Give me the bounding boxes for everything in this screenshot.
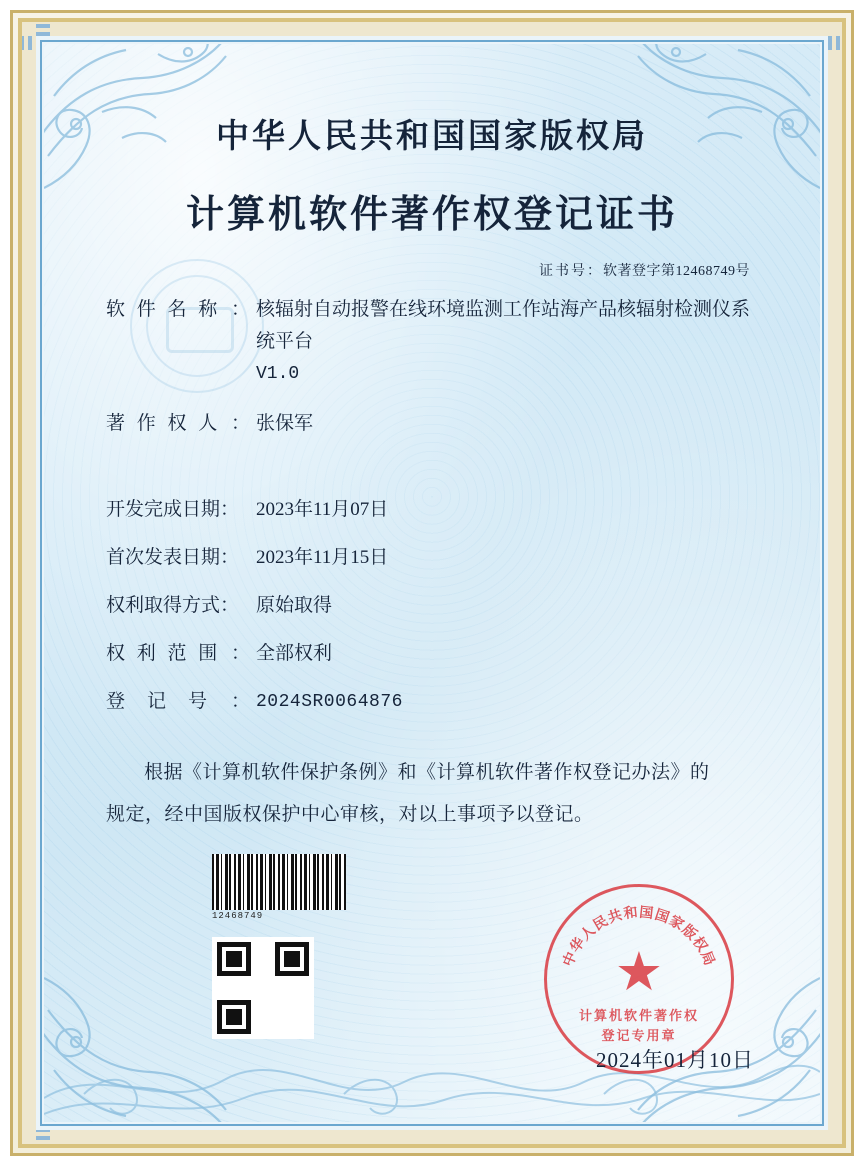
- field-copyright-owner-value: 张保军: [256, 413, 314, 434]
- field-copyright-owner: [106, 408, 758, 440]
- legal-statement: [106, 752, 758, 836]
- field-rights-scope: [106, 638, 758, 670]
- field-development-date-label: 开发完成日期：: [106, 499, 240, 520]
- field-copyright-owner-label: 著 作 权 人 ：: [106, 408, 256, 440]
- barcode: [212, 854, 346, 910]
- qr-eye-icon: [275, 942, 309, 976]
- field-first-publish-date-value: 2023年11月15日: [256, 547, 389, 568]
- qr-eye-icon: [217, 1000, 251, 1034]
- field-registration-number-label: 登 记 号 ：: [106, 686, 256, 718]
- certificate-page: [44, 44, 820, 1122]
- legal-statement-line2: 规定，经中国版权保护中心审核，对以上事项予以登记。: [106, 804, 594, 825]
- field-rights-scope-label: 权 利 范 围 ：: [106, 638, 256, 670]
- issue-date: 2024年01月10日: [596, 1048, 754, 1072]
- qr-code: [212, 937, 314, 1039]
- software-version: V1.0: [256, 364, 300, 384]
- field-software-name: [106, 294, 758, 390]
- seal-arc-label: 中华人民共和国国家版权局: [561, 905, 717, 969]
- field-software-name-value: 核辐射自动报警在线环境监测工作站海产品核辐射检测仪系统平台 V1.0: [256, 294, 758, 390]
- field-first-publish-date-label: 首次发表日期：: [106, 547, 240, 568]
- field-software-name-label: 软 件 名 称 ：: [106, 294, 256, 326]
- field-first-publish-date: [106, 542, 758, 574]
- seal-line-2: 登记专用章: [601, 1028, 677, 1043]
- issuing-authority: 中华人民共和国国家版权局: [216, 119, 648, 155]
- colon: ：: [230, 413, 250, 434]
- certificate-number: [106, 260, 750, 280]
- code-group: [212, 854, 346, 1039]
- field-registration-number: [106, 686, 758, 718]
- seal-line-1: 计算机软件著作权: [578, 1008, 699, 1023]
- colon: ：: [230, 691, 250, 712]
- field-rights-scope-value: 全部权利: [256, 643, 333, 664]
- seal-star-icon: ★: [614, 941, 664, 1002]
- certificate-number-label: 证书号：: [539, 264, 603, 279]
- field-acquisition-method: [106, 590, 758, 622]
- barcode-caption: 12468749: [212, 911, 264, 921]
- registration-fields: [106, 494, 758, 718]
- certificate-title: 计算机软件著作权登记证书: [185, 194, 678, 236]
- field-development-date-value: 2023年11月07日: [256, 499, 389, 520]
- certificate-number-value: 软著登字第12468749号: [603, 264, 750, 279]
- qr-eye-icon: [217, 942, 251, 976]
- field-development-date: [106, 494, 758, 526]
- field-acquisition-method-label: 权利取得方式：: [106, 595, 240, 616]
- colon: ：: [230, 299, 250, 320]
- field-acquisition-method-value: 原始取得: [256, 595, 333, 616]
- legal-statement-line1: 根据《计算机软件保护条例》和《计算机软件著作权登记办法》的: [144, 762, 710, 783]
- field-registration-number-value: 2024SR0064876: [256, 692, 403, 712]
- software-fields: [106, 294, 758, 440]
- colon: ：: [230, 643, 250, 664]
